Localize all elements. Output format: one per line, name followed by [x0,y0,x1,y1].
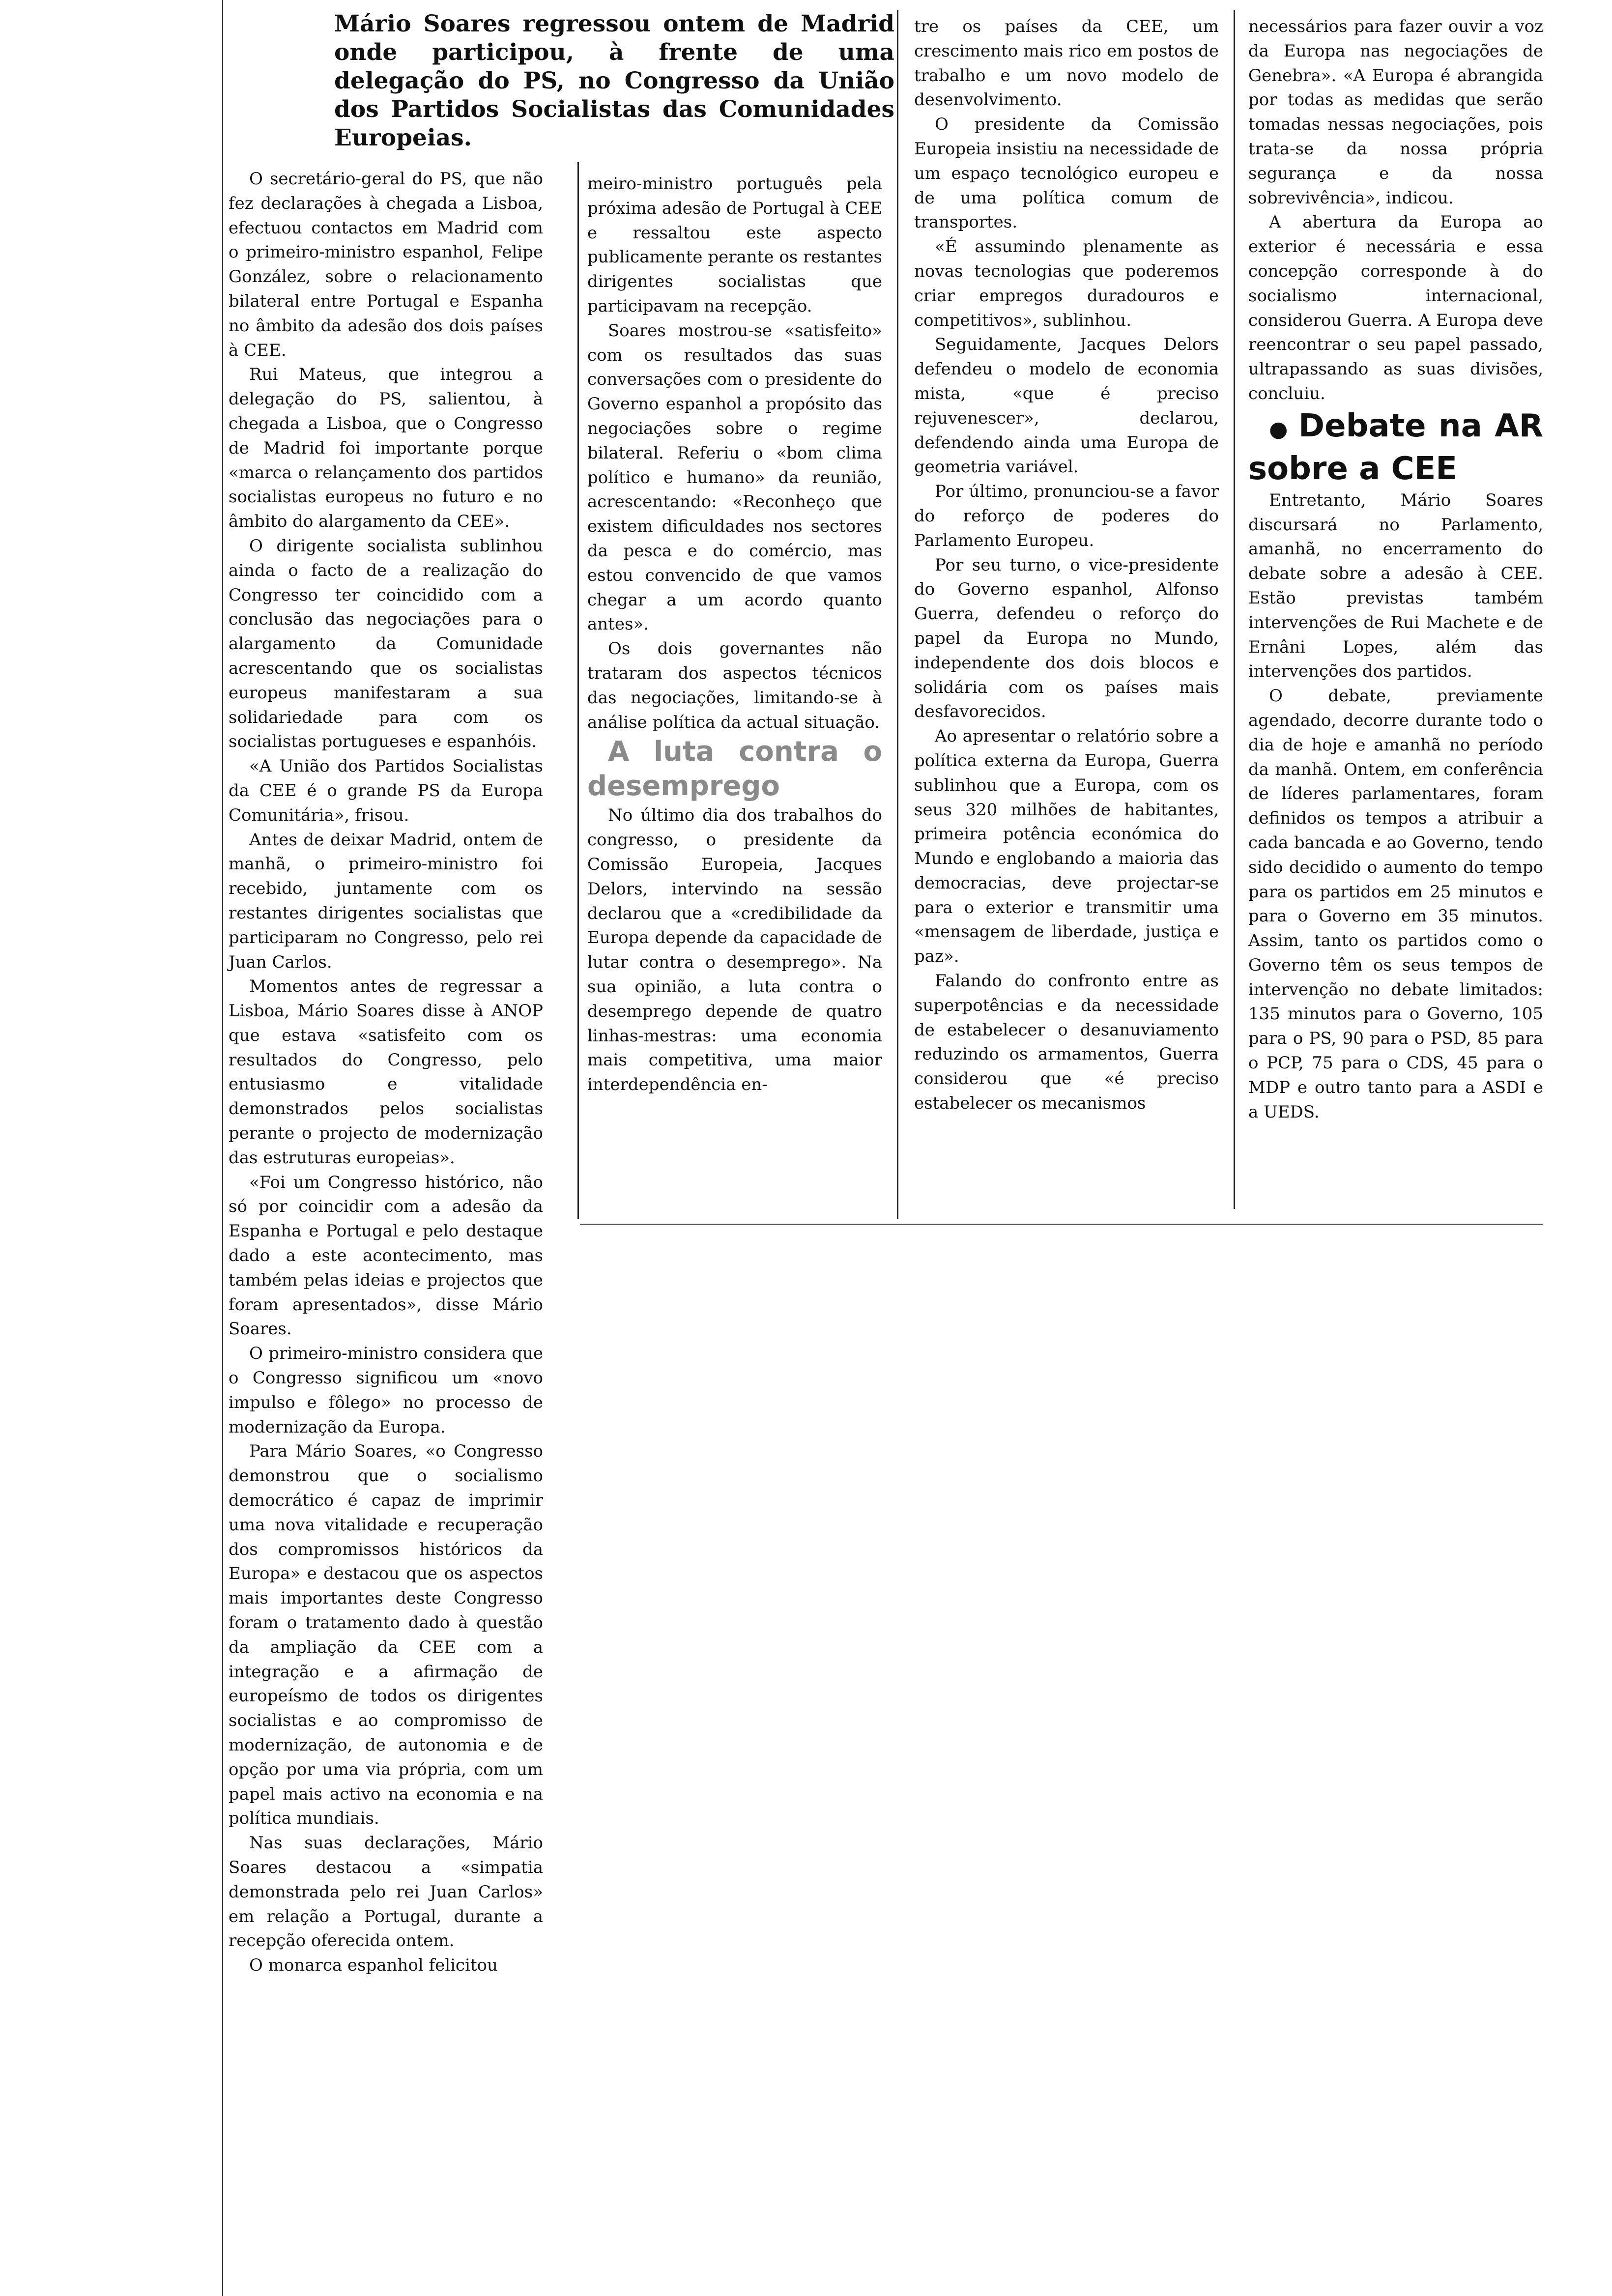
paragraph: «Foi um Congresso histórico, não só por coincidir com a adesão da Espanha e Portugal e pelo destaque dado a este acontecimento, mas também pelas ideias e projectos que foram apresentados», disse Mário Soares. [229,1172,543,1339]
paragraph: «A União dos Partidos Socialistas da CEE é o grande PS da Europa Comunitária», frisou. [229,756,543,825]
column-rule [897,10,898,1219]
paragraph: Soares mostrou-se «satisfeito» com os resultados das suas conversações com o presidente do Governo espanhol a propósito das negociações sobre o regime bilateral. Referiu o «bom clima político e humano» da reunião, acrescentando: «Reconheço que existem dificuldades nos sectores da pesca e do comércio, mas estou convencido de que vamos chegar a um acordo quanto antes». [587,320,882,634]
subhead-desemprego: A luta contra o desemprego [587,736,882,803]
paragraph: Ao apresentar o relatório sobre a política externa da Europa, Guerra sublinhou que a Europa, com os seus 320 milhões de habitantes, primeira potência económica do Mundo e englobando a maioria das democracias, deve projectar-se para o exterior e transmitir uma «mensagem de liberdade, justiça e paz». [914,726,1219,967]
paragraph: O primeiro-ministro considera que o Congresso significou um «novo impulso e fôlego» no processo de modernização da Europa. [229,1344,543,1437]
paragraph: Rui Mateus, que integrou a delegação do PS, salientou, à chegada a Lisboa, que o Congresso de Madrid foi importante porque «marca o relançamento dos partidos socialistas europeus no futuro e no âmbito do alargamento da CEE». [229,365,543,532]
column-2 [587,172,882,1219]
paragraph: No último dia dos trabalhos do congresso, o presidente da Comissão Europeia, Jacques Delors, intervindo na sessão declarou que a «credibilidade da Europa depende da capacidade de lutar contra o desemprego». Na sua opinião, a luta contra o desemprego depende de quatro linhas-mestras: uma economia mais competitiva, uma maior interdependência en- [587,805,882,1095]
paragraph: Para Mário Soares, «o Congresso demonstrou que o socialismo democrático é capaz de imprimir uma nova vitalidade e recuperação dos compromissos históricos da Europa» e destacou que os aspectos mais importantes deste Congresso foram o tratamento dado à questão da ampliação da CEE com a integração e a afirmação de europeísmo de todos os dirigentes socialistas e ao compromisso de modernização, de autonomia e de opção por uma via própria, com um papel mais activo na economia e na política mundiais. [229,1441,543,1829]
paragraph: Momentos antes de regressar a Lisboa, Mário Soares disse à ANOP que estava «satisfeito com os resultados do Congresso, pelo entusiasmo e vitalidade demonstrados pelos socialistas perante o projecto de modernização das estruturas europeias». [229,976,543,1168]
article-lead: Mário Soares regressou ontem de Madrid onde participou, à frente de uma delegação do PS, no Congresso da União dos Partidos Socialistas das Comunidades Europeias. [334,10,894,151]
paragraph: tre os países da CEE, um crescimento mais rico em postos de trabalho e um novo modelo de desenvolvimento. [914,17,1219,110]
paragraph: O dirigente socialista sublinhou ainda o facto de a realização do Congresso ter coincidido com a conclusão das negociações para o alargamento da Comunidade acrescentando que os socialistas europeus manifestaram a sua solidariedade para com os socialistas portugueses e espanhóis. [229,536,543,752]
column-3 [914,15,1219,1219]
paragraph: A abertura da Europa ao exterior é necessária e essa concepção corresponde à do socialismo internacional, considerou Guerra. A Europa deve reencontrar o seu papel passado, ultrapassando as suas divisões, concluiu. [1248,212,1543,403]
scan-margin [0,0,206,2296]
paragraph: Por último, pronunciou-se a favor do reforço de poderes do Parlamento Europeu. [914,482,1219,550]
bottom-rule [580,1224,1543,1225]
column-rule [577,162,579,1219]
column-4 [1248,15,1543,1204]
paragraph: meiro-ministro português pela próxima adesão de Portugal à CEE e ressaltou este aspecto publicamente perante os restantes dirigentes socialistas que participavam na recepção. [587,174,882,316]
paragraph: Por seu turno, o vice-presidente do Governo espanhol, Alfonso Guerra, defendeu o reforço do papel da Europa no Mundo, independente dos dois blocos e solidária com os países mais desfavorecidos. [914,555,1219,722]
paragraph: O secretário-geral do PS, que não fez declarações à chegada a Lisboa, efectuou contactos em Madrid com o primeiro-ministro espanhol, Felipe González, sobre o relacionamento bilateral entre Portugal e Espanha no âmbito da adesão dos dois países à CEE. [229,169,543,360]
paragraph: Entretanto, Mário Soares discursará no Parlamento, amanhã, no encerramento do debate sobre a adesão à CEE. Estão previstas também intervenções de Rui Machete e de Ernâni Lopes, além das intervenções dos partidos. [1248,490,1543,682]
paragraph: Seguidamente, Jacques Delors defendeu o modelo de economia mista, «que é preciso rejuvenescer», declarou, defendendo ainda uma Europa de geometria variável. [914,335,1219,477]
page-edge-rule [222,0,223,2296]
paragraph: Antes de deixar Madrid, ontem de manhã, o primeiro-ministro foi recebido, juntamente com os restantes dirigentes socialistas que participaram no Congresso, pelo rei Juan Carlos. [229,830,543,972]
paragraph: Os dois governantes não trataram dos aspectos técnicos das negociações, limitando-se à análise política da actual situação. [587,639,882,732]
paragraph: O monarca espanhol felicitou [249,1955,498,1976]
paragraph: O debate, previamente agendado, decorre durante todo o dia de hoje e amanhã no período da manhã. Ontem, em conferência de líderes parlamentares, foram definidos os tempos a atribuir a cada bancada e ao Governo, tendo sido decidido o aumento do tempo para os partidos em 25 minutos e para o Governo em 35 minutos. Assim, tanto os partidos como o Governo têm os seus tempos de intervenção no debate limitados: 135 minutos para o Governo, 105 para o PS, 90 para o PSD, 85 para o PCP, 75 para o CDS, 45 para o MDP e outro tanto para a ASDI e a UEDS. [1248,686,1543,1122]
paragraph: O presidente da Comissão Europeia insistiu na necessidade de um espaço tecnológico europeu e de uma política comum de transportes. [914,115,1219,232]
column-1 [229,167,543,2295]
paragraph: Nas suas declarações, Mário Soares destacou a «simpatia demonstrada pelo rei Juan Carlos» em relação a Portugal, durante a recepção oferecida ontem. [229,1833,543,1951]
column-rule [1234,10,1235,1209]
paragraph: Falando do confronto entre as superpotências e da necessidade de estabelecer o desanuviamento reduzindo os armamentos, Guerra considerou que «é preciso estabelecer os mecanismos [914,971,1219,1114]
subhead-debate-ar: ● Debate na AR sobre a CEE [1248,406,1543,488]
paragraph: necessários para fazer ouvir a voz da Europa nas negociações de Genebra». «A Europa é abrangida por todas as medidas que serão tomadas nessas negociações, pois trata-se da nossa própria segurança e da nossa sobrevivência», indicou. [1248,17,1543,208]
paragraph: «É assumindo plenamente as novas tecnologias que poderemos criar empregos duradouros e competitivos», sublinhou. [914,237,1219,330]
